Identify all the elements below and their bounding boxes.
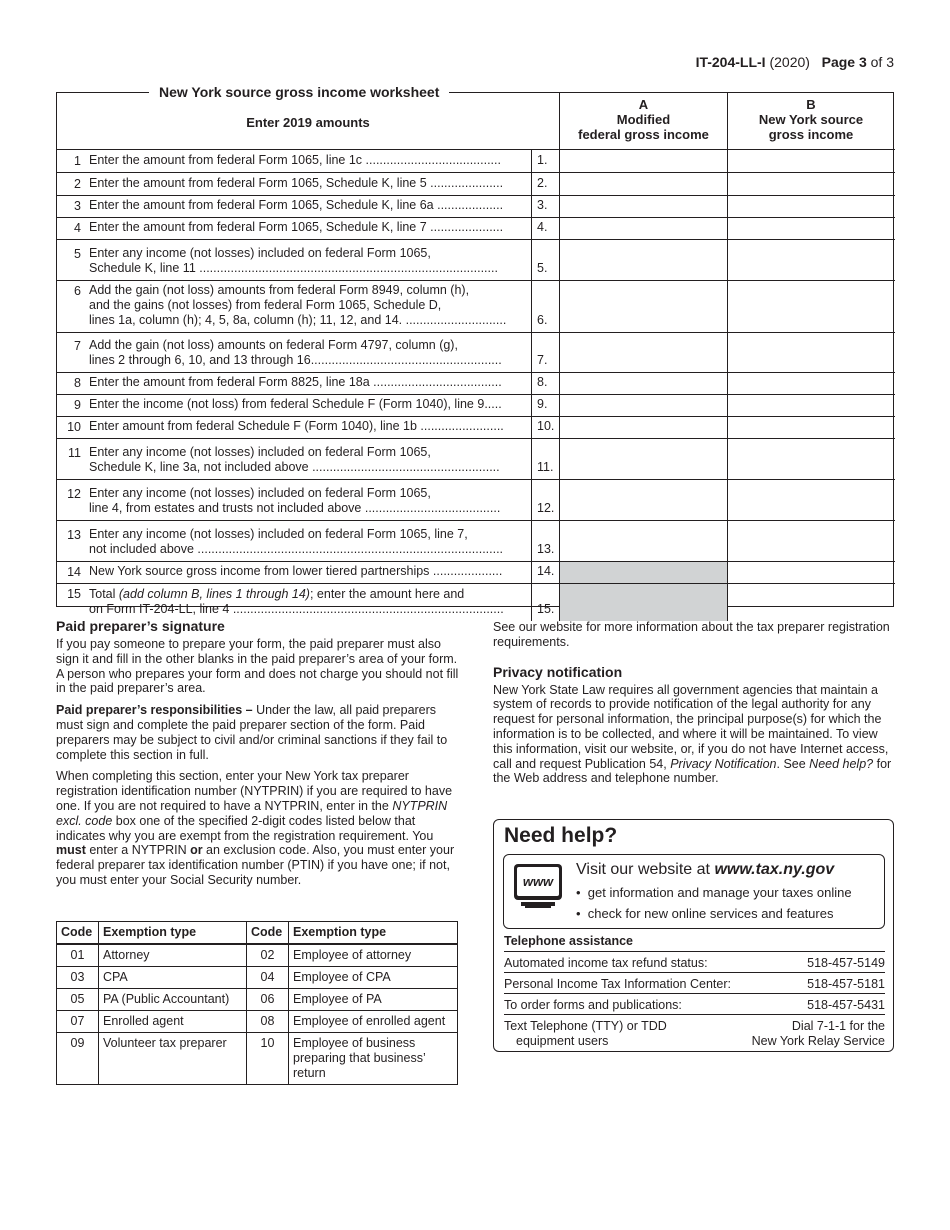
code-header: Code <box>247 922 289 945</box>
line-description <box>89 283 529 328</box>
line-description <box>89 176 529 191</box>
exemption-code: 09 <box>57 1033 99 1085</box>
exemption-type: Employee of attorney <box>289 944 458 967</box>
worksheet-line-6 <box>57 281 895 333</box>
privacy-heading: Privacy notification <box>493 663 623 680</box>
worksheet-header <box>57 93 895 150</box>
line-description <box>89 198 529 213</box>
column-b-entry[interactable] <box>727 173 895 195</box>
column-b-entry[interactable] <box>727 395 895 416</box>
column-a-entry[interactable] <box>559 480 727 520</box>
exemption-code: 04 <box>247 967 289 989</box>
exemption-type: Employee of enrolled agent <box>289 1011 458 1033</box>
column-a-header <box>559 93 727 149</box>
worksheet-line-12 <box>57 480 895 521</box>
tty-row <box>504 1014 885 1050</box>
exemption-row <box>57 1011 458 1033</box>
description-line: Add the gain (not loss) amounts from federal Form 8949, column (h), <box>89 283 470 297</box>
column-a-line2: federal gross income <box>578 127 709 142</box>
line-reference: 4. <box>531 218 559 239</box>
exemption-header-row <box>57 922 458 945</box>
column-a-entry[interactable] <box>559 150 727 172</box>
column-a-entry[interactable] <box>559 196 727 217</box>
column-b-entry[interactable] <box>727 150 895 172</box>
exemption-type: CPA <box>99 967 247 989</box>
line-number: 7 <box>74 339 81 353</box>
description-line: Enter any income (not losses) included on federal Form 1065, <box>89 486 431 500</box>
exemption-type: Employee of CPA <box>289 967 458 989</box>
description-line: lines 1a, column (h); 4, 5, 8a, column (h); 11, 12, and 14. ............................. <box>89 313 507 327</box>
column-b-header <box>727 93 894 149</box>
form-year: (2020) <box>769 54 810 70</box>
privacy-text-c: for the Web address and telephone number. <box>493 756 892 786</box>
description-line: on Form IT-204-LL, line 4 .............................................................................. <box>89 602 504 616</box>
exemption-code: 02 <box>247 944 289 967</box>
privacy-pub-name: Privacy Notification <box>670 756 777 771</box>
line-number: 11 <box>68 446 81 460</box>
line-number: 4 <box>74 221 81 235</box>
line-description <box>89 527 529 557</box>
phone-label: To order forms and publications: <box>504 998 682 1012</box>
line-reference: 12. <box>531 480 559 520</box>
para3-text-a: When completing this section, enter your New York tax preparer registration identification number (NYTPRIN) if you are required to have one. If you are not required to have a NYTPRIN, enter in the <box>56 769 453 813</box>
page-number: Page 3 <box>821 54 867 70</box>
tty-value-line2: New York Relay Service <box>751 1034 885 1048</box>
code-header: Code <box>57 922 99 945</box>
description-line: Enter the amount from federal Form 8825, line 18a ..................................... <box>89 375 502 389</box>
line-description <box>89 445 529 475</box>
column-b-entry[interactable] <box>727 583 895 621</box>
line-number: 1 <box>74 154 81 168</box>
para3-code-box: NYTPRIN excl. code <box>56 798 448 828</box>
description-line: Enter any income (not losses) included on federal Form 1065, <box>89 445 431 459</box>
exemption-type: Employee of PA <box>289 989 458 1011</box>
privacy-text-b: . See <box>776 756 810 771</box>
phone-label: Personal Income Tax Information Center: <box>504 977 731 991</box>
enter-amounts-label: Enter 2019 amounts <box>246 115 370 130</box>
line-description <box>89 375 529 390</box>
exemption-codes-table <box>56 921 458 1085</box>
exemption-code: 06 <box>247 989 289 1011</box>
exemption-row <box>57 967 458 989</box>
line-description <box>89 397 529 412</box>
line-reference: 14. <box>531 562 559 583</box>
column-a-letter: A <box>638 97 649 112</box>
exemption-code: 03 <box>57 967 99 989</box>
exemption-type: Volunteer tax preparer <box>99 1033 247 1085</box>
tty-label-line1: Text Telephone (TTY) or TDD <box>504 1019 667 1033</box>
exemption-row <box>57 989 458 1011</box>
description-line: Enter the amount from federal Form 1065, Schedule K, line 7 ..................... <box>89 220 504 234</box>
worksheet-line-11 <box>57 439 895 480</box>
line-number: 10 <box>67 420 81 434</box>
paid-preparer-section <box>56 618 460 895</box>
line-description <box>89 486 529 516</box>
para3-text-b: box one of the specified 2-digit codes listed below that indicates why you are exempt from the registration requirement. You <box>56 813 434 843</box>
column-b-line1: New York source <box>758 112 864 127</box>
www-text: www <box>522 874 554 889</box>
exemption-type: PA (Public Accountant) <box>99 989 247 1011</box>
column-b-letter: B <box>806 97 816 112</box>
worksheet-line-9 <box>57 395 895 417</box>
description-line: Total (add column B, lines 1 through 14); enter the amount here and <box>89 587 465 601</box>
description-line: not included above ........................................................................................ <box>89 542 504 556</box>
worksheet-line-14 <box>57 562 895 584</box>
description-line: and the gains (not losses) from federal Form 1065, Schedule D, <box>89 298 442 312</box>
line-description <box>89 220 529 235</box>
line-reference: 7. <box>531 333 559 372</box>
bullet-text: get information and manage your taxes online <box>587 885 852 900</box>
worksheet-line-13 <box>57 521 895 562</box>
column-a-entry[interactable] <box>559 439 727 479</box>
tty-value-line1: Dial 7-1-1 for the <box>791 1019 885 1033</box>
line-number: 13 <box>67 528 81 542</box>
column-b-line2: gross income <box>768 127 854 142</box>
column-a-line1: Modified <box>616 112 671 127</box>
exemption-row <box>57 944 458 967</box>
exemption-type: Attorney <box>99 944 247 967</box>
paid-preparer-heading: Paid preparer’s signature <box>56 618 225 634</box>
worksheet-table <box>56 84 894 616</box>
line-description <box>89 338 529 368</box>
line-reference: 3. <box>531 196 559 217</box>
worksheet-line-2 <box>57 173 895 196</box>
telephone-assistance-title: Telephone assistance <box>504 934 633 948</box>
para3-must: must <box>56 843 86 858</box>
column-b-entry[interactable] <box>727 196 895 217</box>
column-b-entry[interactable] <box>727 240 895 280</box>
line-reference: 5. <box>531 240 559 280</box>
paid-preparer-para1: If you pay someone to prepare your form, the paid preparer must also sign it and fill in the other blanks in the paid preparer’s area of your form. A person who prepares your form and does not charge you should not fill in the paid preparer’s area. <box>56 637 459 696</box>
exemption-type-header: Exemption type <box>99 922 247 945</box>
para3-or: or <box>190 843 203 858</box>
responsibilities-text: Under the law, all paid preparers must sign and complete the paid preparer section of the form. Paid preparers may be subject to civil and/or criminal sanctions if they fail to complete this section in full. <box>56 703 448 762</box>
column-b-entry[interactable] <box>727 417 895 438</box>
line-number: 14 <box>67 565 81 579</box>
line-description <box>89 587 529 617</box>
worksheet-line-8 <box>57 373 895 395</box>
line-reference: 15. <box>531 584 559 621</box>
exemption-row <box>57 1033 458 1085</box>
description-line: Enter amount from federal Schedule F (Form 1040), line 1b ........................ <box>89 419 504 433</box>
exemption-code: 10 <box>247 1033 289 1085</box>
line-number: 9 <box>74 398 81 412</box>
visit-prefix: Visit our website at <box>576 861 715 878</box>
column-a-entry[interactable] <box>559 281 727 332</box>
line-reference: 13. <box>531 521 559 561</box>
line-number: 15 <box>67 587 81 601</box>
phone-row <box>504 972 885 993</box>
need-help-box <box>493 819 894 1052</box>
line-reference: 9. <box>531 395 559 416</box>
privacy-text <box>493 683 895 787</box>
line-number: 8 <box>74 376 81 390</box>
column-a-entry[interactable] <box>559 173 727 195</box>
description-line: Enter the income (not loss) from federal Schedule F (Form 1040), line 9..... <box>89 397 502 411</box>
exemption-type: Employee of business preparing that business’ return <box>289 1033 458 1085</box>
line-description <box>89 564 529 579</box>
column-b-entry[interactable] <box>727 218 895 239</box>
para3-text-d: an exclusion code. Also, you must enter your federal preparer tax identification number (PTIN) if you have one; if not, you must enter your Social Security number. <box>56 843 455 887</box>
exemption-type: Enrolled agent <box>99 1011 247 1033</box>
line-number: 3 <box>74 199 81 213</box>
description-line: Enter the amount from federal Form 1065, Schedule K, line 5 ..................... <box>89 176 504 190</box>
column-b-entry[interactable] <box>727 281 895 332</box>
privacy-text-a: New York State Law requires all government agencies that maintain a system of records to provide notification of the legal authority for any request for personal information, the principal purpose(s) for which the information is to be collected, and where it will be maintained. To view this information, visit our website, or, if you do not have Internet access, call and request Publication 54, <box>493 682 889 771</box>
exemption-code: 05 <box>57 989 99 1011</box>
column-a-entry[interactable] <box>559 521 727 561</box>
description-line: Schedule K, line 3a, not included above ...................................................... <box>89 460 500 474</box>
worksheet-title: New York source gross income worksheet <box>149 83 449 101</box>
exemption-rows <box>57 944 458 1085</box>
column-a-entry[interactable] <box>559 373 727 394</box>
phone-row <box>504 951 885 972</box>
line-reference: 8. <box>531 373 559 394</box>
bullet-item: • get information and manage your taxes online <box>576 885 852 900</box>
description-line: New York source gross income from lower tiered partnerships .................... <box>89 564 503 578</box>
description-line: Enter the amount from federal Form 1065, Schedule K, line 6a ................... <box>89 198 504 212</box>
description-line: Enter any income (not losses) included on federal Form 1065, <box>89 246 431 260</box>
description-line: lines 2 through 6, 10, and 13 through 16....................................................... <box>89 353 502 367</box>
exemption-type-header: Exemption type <box>289 922 458 945</box>
worksheet-line-5 <box>57 240 895 281</box>
tty-value <box>752 1019 885 1049</box>
line-number: 5 <box>74 247 81 261</box>
paid-preparer-para2 <box>56 703 460 762</box>
website-link[interactable]: www.tax.ny.gov <box>714 861 835 878</box>
column-a-entry[interactable] <box>559 218 727 239</box>
column-b-entry[interactable] <box>727 333 895 372</box>
column-b-entry[interactable] <box>727 562 895 583</box>
line-reference: 11. <box>531 439 559 479</box>
website-note: See our website for more information about the tax preparer registration requirements. <box>493 620 890 649</box>
phone-number: 518-457-5149 <box>807 956 885 970</box>
line-number: 12 <box>67 487 81 501</box>
line-description <box>89 153 529 168</box>
website-box <box>503 854 885 929</box>
description-line: line 4, from estates and trusts not included above ....................................... <box>89 501 501 515</box>
bullet-item: • check for new online services and features <box>576 906 834 921</box>
bullet-text: check for new online services and features <box>587 906 834 921</box>
right-column <box>493 620 895 793</box>
column-a-entry[interactable] <box>559 333 727 372</box>
column-b-entry[interactable] <box>727 373 895 394</box>
line-reference: 6. <box>531 281 559 332</box>
line-number: 2 <box>74 177 81 191</box>
description-line: Add the gain (not loss) amounts on federal Form 4797, column (g), <box>89 338 458 352</box>
para3-text-c: enter a NYTPRIN <box>85 843 191 858</box>
worksheet-line-7 <box>57 333 895 373</box>
page-total: of 3 <box>870 54 894 70</box>
privacy-need-help: Need help? <box>809 756 874 771</box>
line-description <box>89 246 529 276</box>
column-a-entry <box>559 562 727 583</box>
description-line: Enter any income (not losses) included on federal Form 1065, line 7, <box>89 527 468 541</box>
tty-label-line2: equipment users <box>516 1034 609 1048</box>
visit-website-line <box>576 861 834 879</box>
worksheet-line-3 <box>57 196 895 218</box>
column-b-entry[interactable] <box>727 480 895 520</box>
line-reference: 1. <box>531 150 559 172</box>
column-a-entry[interactable] <box>559 240 727 280</box>
exemption-code: 01 <box>57 944 99 967</box>
need-help-title: Need help? <box>504 824 618 847</box>
description-line: Enter the amount from federal Form 1065, line 1c ....................................... <box>89 153 501 167</box>
column-a-entry[interactable] <box>559 395 727 416</box>
form-id: IT-204-LL-I <box>695 54 766 70</box>
column-b-entry[interactable] <box>727 439 895 479</box>
tty-label <box>504 1019 667 1049</box>
column-a-entry[interactable] <box>559 417 727 438</box>
phone-number: 518-457-5431 <box>807 998 885 1012</box>
responsibilities-label: Paid preparer’s responsibilities – <box>56 703 253 718</box>
exemption-code: 07 <box>57 1011 99 1033</box>
worksheet-line-1 <box>57 150 895 173</box>
phone-number: 518-457-5181 <box>807 977 885 991</box>
worksheet-line-4 <box>57 218 895 240</box>
exemption-code: 08 <box>247 1011 289 1033</box>
page-header <box>696 54 894 70</box>
phone-row <box>504 993 885 1014</box>
worksheet-line-15 <box>57 584 895 621</box>
description-line: Schedule K, line 11 ...................................................................................... <box>89 261 498 275</box>
column-a-entry <box>559 584 727 621</box>
column-b-entry[interactable] <box>727 521 895 561</box>
worksheet-line-10 <box>57 417 895 439</box>
computer-icon <box>513 863 563 909</box>
line-number: 6 <box>74 284 81 298</box>
phone-label: Automated income tax refund status: <box>504 956 708 970</box>
line-description <box>89 419 529 434</box>
line-reference: 10. <box>531 417 559 438</box>
line-reference: 2. <box>531 173 559 195</box>
paid-preparer-para3 <box>56 769 460 887</box>
